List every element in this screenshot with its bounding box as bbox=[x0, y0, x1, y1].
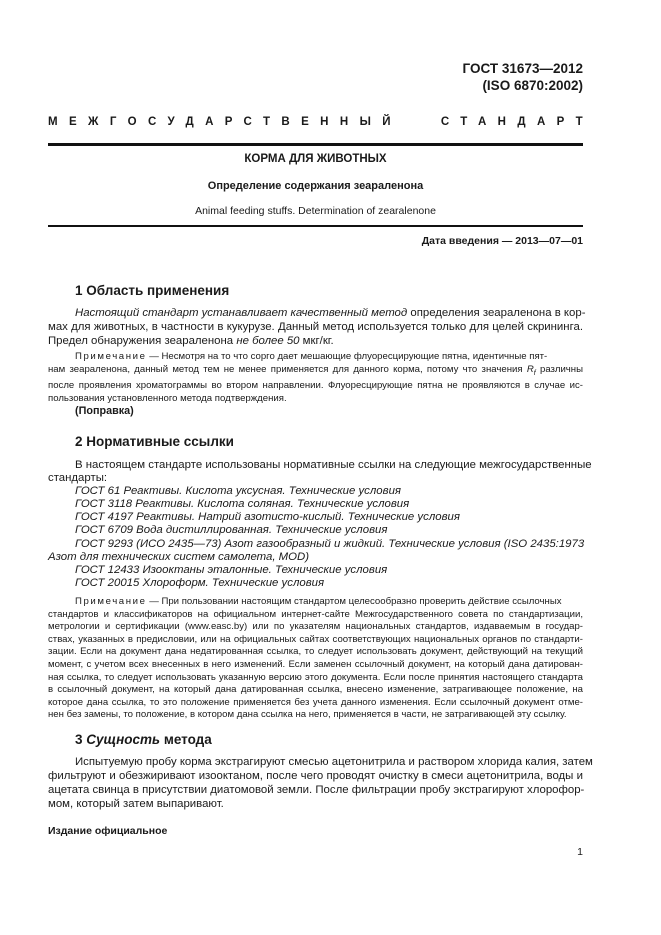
document-english-title: Animal feeding stuffs. Determination of zearalenone bbox=[195, 205, 436, 217]
reference-item: ГОСТ 61 Реактивы. Кислота уксусная. Технические условия bbox=[75, 485, 401, 497]
section-3-line: фильтруют и обезжиривают изооктаном, после чего проводят очистку в смеси ацетонитрила, воды и bbox=[48, 770, 583, 782]
section-3-line: мом, который затем выпаривают. bbox=[48, 798, 224, 810]
section-2-intro-line-2: стандарты: bbox=[48, 472, 108, 484]
section-1-paragraph-line-1: Настоящий стандарт устанавливает качественный метод определения зеараленона в кор- bbox=[75, 307, 586, 319]
interstate-word: МЕЖГОСУДАРСТВЕННЫЙ bbox=[48, 116, 402, 128]
amendment-note: (Поправка) bbox=[75, 405, 134, 417]
section-3-line: Испытуемую пробу корма экстрагируют смесью ацетонитрила и раствором хлорида калия, затем bbox=[75, 756, 593, 768]
official-edition-label: Издание официальное bbox=[48, 825, 168, 837]
section-2-heading: 2 Нормативные ссылки bbox=[75, 434, 234, 449]
reference-item: ГОСТ 6709 Вода дистиллированная. Технические условия bbox=[75, 524, 388, 536]
document-title: КОРМА ДЛЯ ЖИВОТНЫХ bbox=[244, 153, 387, 165]
section-1-note: Примечание — Несмотря на то что сорго дает мешающие флуоресцирующие пятна, идентичные пят- нам зеараленона, данный метод тем не менее применяется для данного корма, потому что значения $R_f$ различны после проявления хроматограммы во втором направлении. Флуоресцирующие пятна не проявляются в случае ис- пользования установленного метода подтверждения. bbox=[48, 351, 583, 404]
iso-number: (ISO 6870:2002) bbox=[482, 78, 583, 93]
reference-item: ГОСТ 9293 (ИСО 2435—73) Азот газообразный и жидкий. Технические условия (ISO 2435:1973 bbox=[75, 538, 585, 550]
section-1-paragraph-line-3: Предел обнаружения зеараленона не более 50 мкг/кг. bbox=[48, 335, 334, 347]
interstate-standard-banner bbox=[48, 116, 594, 128]
section-1-paragraph-line-2: мах для животных, в частности в кукурузе. Данный метод используется только для целей скрининга. bbox=[48, 321, 583, 333]
gost-number: ГОСТ 31673—2012 bbox=[462, 61, 583, 76]
document-subtitle: Определение содержания зеараленона bbox=[207, 180, 424, 192]
reference-item: ГОСТ 12433 Изооктаны эталонные. Технические условия bbox=[75, 564, 388, 576]
title-rule bbox=[48, 225, 583, 227]
page-number: 1 bbox=[577, 846, 583, 858]
note-label: Примечание bbox=[75, 351, 147, 362]
section-2-intro-line-1: В настоящем стандарте использованы нормативные ссылки на следующие межгосударственные bbox=[75, 459, 592, 471]
reference-item: ГОСТ 20015 Хлороформ. Технические условия bbox=[75, 577, 325, 589]
top-rule bbox=[48, 143, 583, 146]
reference-item: ГОСТ 3118 Реактивы. Кислота соляная. Технические условия bbox=[75, 498, 410, 510]
reference-item: ГОСТ 4197 Реактивы. Натрий азотисто-кислый. Технические условия bbox=[75, 511, 460, 523]
section-2-note: Примечание — При пользовании настоящим стандартом целесообразно проверить действие ссылочных стандартов и классификаторов на официальном интернет-сайте Межгосударственного совета по стандартизации, метрологии и сертификации (www.easc.by) или по указателям национальных стандартов, издаваемым в государ- ствах, указанных в предисловии, или на официальных сайтах соответствующих национальных органов по стандарти- зации. Если на документ дана недатированная ссылка, то следует использовать документ, действующий на текущий момент, с учетом всех внесенных в него изменений. Если заменен ссылочный документ, на который дана датирован- ная ссылка, то следует использовать указанную версию этого документа. Если после принятия настоящего стандарта в ссылочный документ, на который дана датированная ссылка, внесено изменение, затрагивающее положение, на которое дана ссылка, то это положение применяется без учета данного изменения. Если ссылочный документ отме- нен без замены, то положение, в котором дана ссылка на него, применяется в части, не затрагивающей эту ссылку. bbox=[48, 596, 583, 721]
reference-item-continuation: Азот для технических систем самолета, MOD) bbox=[48, 551, 310, 563]
gost-code-block bbox=[463, 60, 583, 94]
standard-word: СТАНДАРТ bbox=[440, 116, 594, 128]
note-label: Примечание bbox=[75, 596, 147, 607]
section-1-heading: 1 Область применения bbox=[75, 283, 230, 298]
section-3-heading: 3 Сущность метода bbox=[75, 732, 212, 747]
section-3-line: ацетата свинца в присутствии диатомовой земли. После фильтрации пробу экстрагируют хлорофор- bbox=[48, 784, 585, 796]
introduction-date: Дата введения — 2013—07—01 bbox=[421, 235, 583, 247]
